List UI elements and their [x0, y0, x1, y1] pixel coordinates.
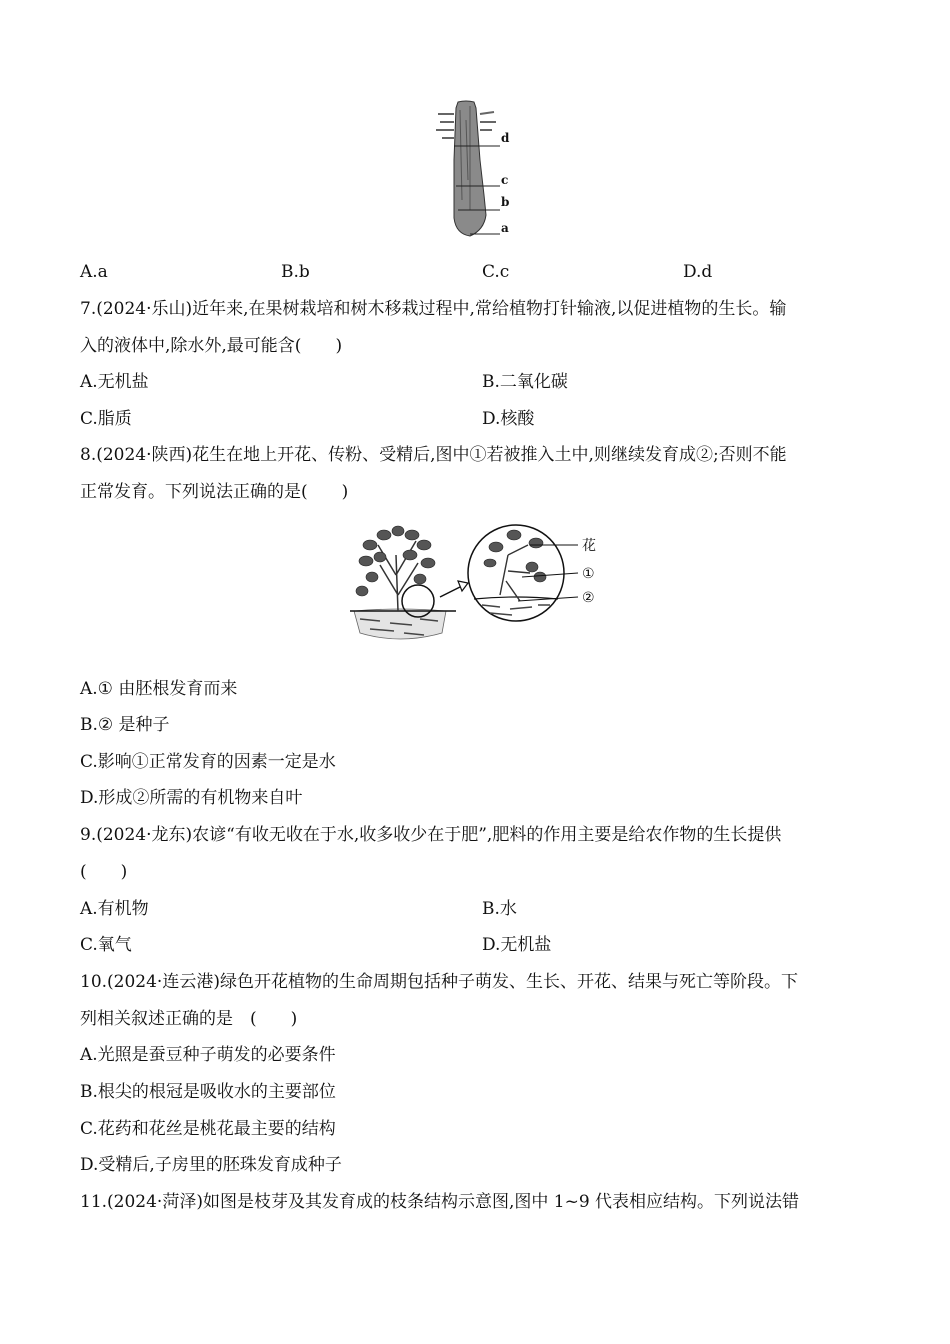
q10-option-a[interactable]: A.光照是蚕豆种子萌发的必要条件: [80, 1045, 336, 1065]
q6-option-b[interactable]: B.b: [281, 262, 310, 282]
q9-option-b[interactable]: B.水: [482, 899, 517, 919]
root-label-b: b: [501, 195, 510, 209]
peanut-label-flower: 花: [582, 538, 596, 554]
q8-stem-line1: 8.(2024·陕西)花生在地上开花、传粉、受精后,图中①若被推入土中,则继续发育成②;否则不能: [80, 445, 787, 465]
q9-option-d[interactable]: D.无机盐: [482, 935, 552, 955]
q10-option-c[interactable]: C.花药和花丝是桃花最主要的结构: [80, 1119, 336, 1139]
q10-stem-line2: 列相关叙述正确的是 ( ): [80, 1009, 298, 1029]
q6-option-c[interactable]: C.c: [482, 262, 510, 282]
root-label-a: a: [501, 221, 509, 235]
q6-option-d[interactable]: D.d: [683, 262, 713, 282]
q10-option-b[interactable]: B.根尖的根冠是吸收水的主要部位: [80, 1082, 336, 1102]
q7-option-b[interactable]: B.二氧化碳: [482, 372, 568, 392]
root-label-d: d: [501, 131, 510, 145]
root-tip-figure: [436, 100, 516, 240]
q7-stem-line2: 入的液体中,除水外,最可能含( ): [80, 336, 343, 356]
q7-option-a[interactable]: A.无机盐: [80, 372, 149, 392]
root-label-c: c: [501, 173, 509, 187]
q9-stem-line2: ( ): [80, 862, 128, 882]
q9-stem-line1: 9.(2024·龙东)农谚“有收无收在于水,收多收少在于肥”,肥料的作用主要是给农作物的生长提供: [80, 825, 782, 845]
q8-option-d[interactable]: D.形成②所需的有机物来自叶: [80, 788, 303, 808]
peanut-figure: [350, 515, 610, 645]
q9-option-a[interactable]: A.有机物: [80, 899, 149, 919]
peanut-label-2: ②: [582, 590, 595, 606]
q11-stem-line1: 11.(2024·菏泽)如图是枝芽及其发育成的枝条结构示意图,图中 1~9 代表相应结构。下列说法错: [80, 1192, 800, 1212]
q8-option-c[interactable]: C.影响①正常发育的因素一定是水: [80, 752, 336, 772]
q10-option-d[interactable]: D.受精后,子房里的胚珠发育成种子: [80, 1155, 342, 1175]
q7-option-d[interactable]: D.核酸: [482, 409, 535, 429]
q9-option-c[interactable]: C.氧气: [80, 935, 132, 955]
q10-stem-line1: 10.(2024·连云港)绿色开花植物的生命周期包括种子萌发、生长、开花、结果与死亡等阶段。下: [80, 972, 798, 992]
q7-stem-line1: 7.(2024·乐山)近年来,在果树栽培和树木移栽过程中,常给植物打针输液,以促进植物的生长。输: [80, 299, 787, 319]
q8-option-a[interactable]: A.① 由胚根发育而来: [80, 679, 238, 699]
q8-stem-line2: 正常发育。下列说法正确的是( ): [80, 482, 349, 502]
q7-option-c[interactable]: C.脂质: [80, 409, 132, 429]
q8-option-b[interactable]: B.② 是种子: [80, 715, 170, 735]
peanut-label-1: ①: [582, 566, 595, 582]
q6-option-a[interactable]: A.a: [80, 262, 108, 282]
